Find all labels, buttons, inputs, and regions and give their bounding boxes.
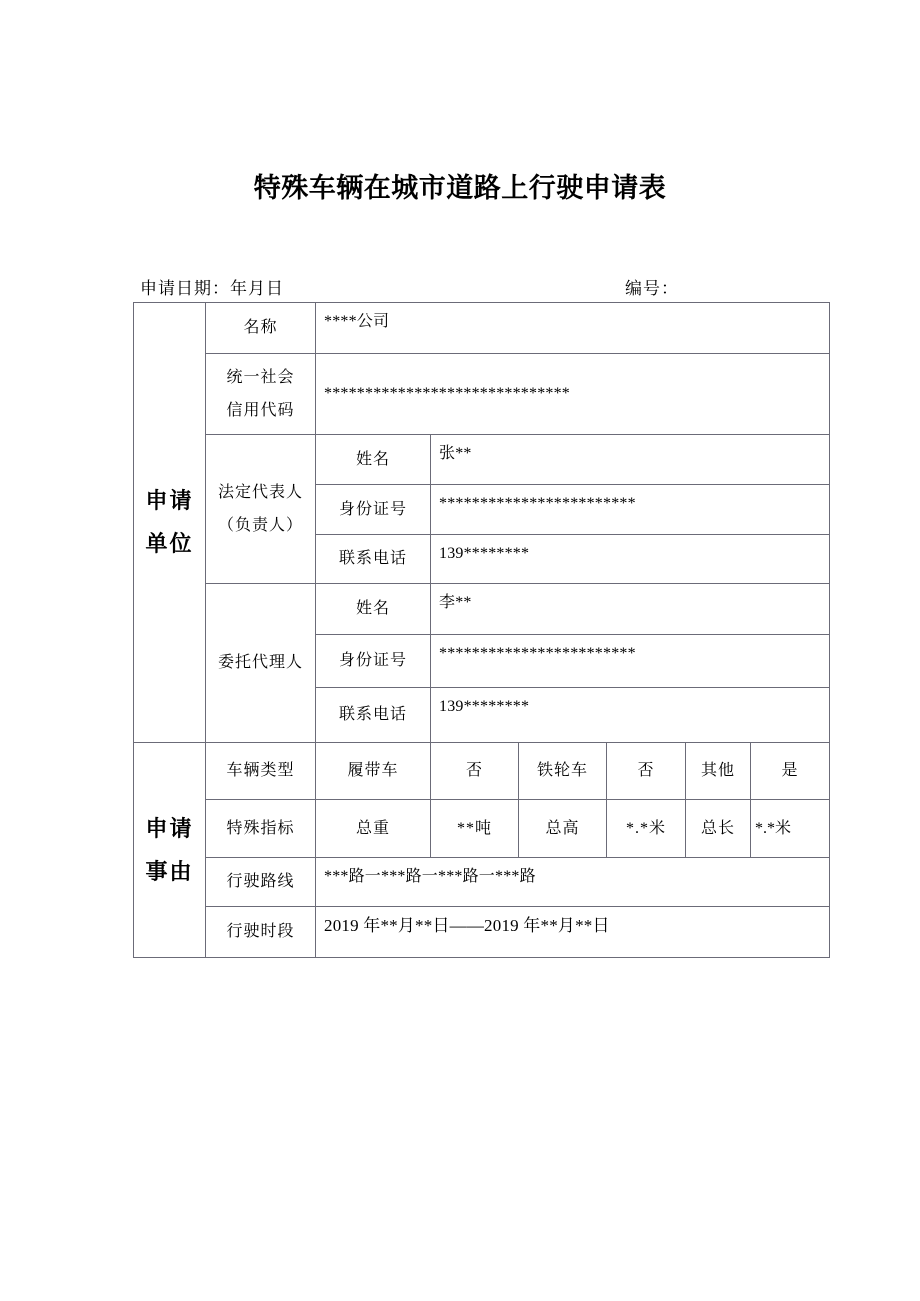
label-company-name: 名称 xyxy=(206,303,316,354)
table-row xyxy=(134,907,830,958)
table-row xyxy=(134,858,830,907)
table-row xyxy=(134,435,830,485)
table-row xyxy=(134,354,830,435)
label-legal-rep-name: 姓名 xyxy=(316,435,431,485)
application-form-table xyxy=(133,302,830,958)
value-driving-route: ***路一***路一***路一***路 xyxy=(316,858,830,907)
value-legal-rep-id: ************************ xyxy=(431,485,830,535)
label-credit-code-line-1: 统一社会 xyxy=(226,369,295,387)
section-label-application-reason xyxy=(134,743,206,958)
vehicle-type-answer-1: 否 xyxy=(431,743,519,800)
label-driving-period: 行驶时段 xyxy=(206,907,316,958)
special-index-value-1: **吨 xyxy=(431,800,519,858)
label-agent-id: 身份证号 xyxy=(316,635,431,688)
section-label-line-1: 申请 xyxy=(145,488,194,514)
label-agent-name: 姓名 xyxy=(316,584,431,635)
value-company-name: ****公司 xyxy=(316,303,830,354)
vehicle-type-name-1: 履带车 xyxy=(316,743,431,800)
form-meta-row xyxy=(140,274,790,298)
label-legal-representative-line-1: 法定代表人 xyxy=(217,484,303,502)
vehicle-type-name-3: 其他 xyxy=(686,743,751,800)
special-index-value-3: *.*米 xyxy=(751,800,830,858)
label-agent-phone: 联系电话 xyxy=(316,688,431,743)
value-agent-name: 李** xyxy=(431,584,830,635)
table-row xyxy=(134,743,830,800)
table-row xyxy=(134,584,830,635)
section-label-line-2: 事由 xyxy=(145,858,194,884)
section-label-line-1: 申请 xyxy=(145,815,194,841)
label-legal-rep-id: 身份证号 xyxy=(316,485,431,535)
special-index-name-3: 总长 xyxy=(686,800,751,858)
value-legal-rep-phone: 139******** xyxy=(431,535,830,584)
table-row xyxy=(134,303,830,354)
vehicle-type-answer-3: 是 xyxy=(751,743,830,800)
apply-date-label: 申请日期：年月日 xyxy=(140,279,284,298)
value-driving-period: 2019 年**月**日——2019 年**月**日 xyxy=(316,907,830,958)
special-index-name-2: 总高 xyxy=(519,800,607,858)
label-vehicle-type: 车辆类型 xyxy=(206,743,316,800)
label-legal-rep-phone: 联系电话 xyxy=(316,535,431,584)
page-title: 特殊车辆在城市道路上行驶申请表 xyxy=(253,173,667,203)
value-agent-phone: 139******** xyxy=(431,688,830,743)
label-legal-representative-line-2: （负责人） xyxy=(217,516,303,534)
label-special-index: 特殊指标 xyxy=(206,800,316,858)
label-driving-route: 行驶路线 xyxy=(206,858,316,907)
section-label-line-2: 单位 xyxy=(145,531,194,556)
serial-number-label: 编号： xyxy=(625,279,679,298)
vehicle-type-name-2: 铁轮车 xyxy=(519,743,607,800)
value-credit-code: ****************************** xyxy=(316,354,830,435)
value-legal-rep-name: 张** xyxy=(431,435,830,485)
special-index-value-2: *.*米 xyxy=(607,800,686,858)
label-credit-code-line-2: 信用代码 xyxy=(226,401,295,419)
vehicle-type-answer-2: 否 xyxy=(607,743,686,800)
label-legal-representative xyxy=(206,435,316,584)
label-credit-code xyxy=(206,354,316,435)
special-index-name-1: 总重 xyxy=(316,800,431,858)
table-row xyxy=(134,800,830,858)
label-authorized-agent: 委托代理人 xyxy=(206,584,316,743)
section-label-applicant-unit xyxy=(134,303,206,743)
value-agent-id: ************************ xyxy=(431,635,830,688)
